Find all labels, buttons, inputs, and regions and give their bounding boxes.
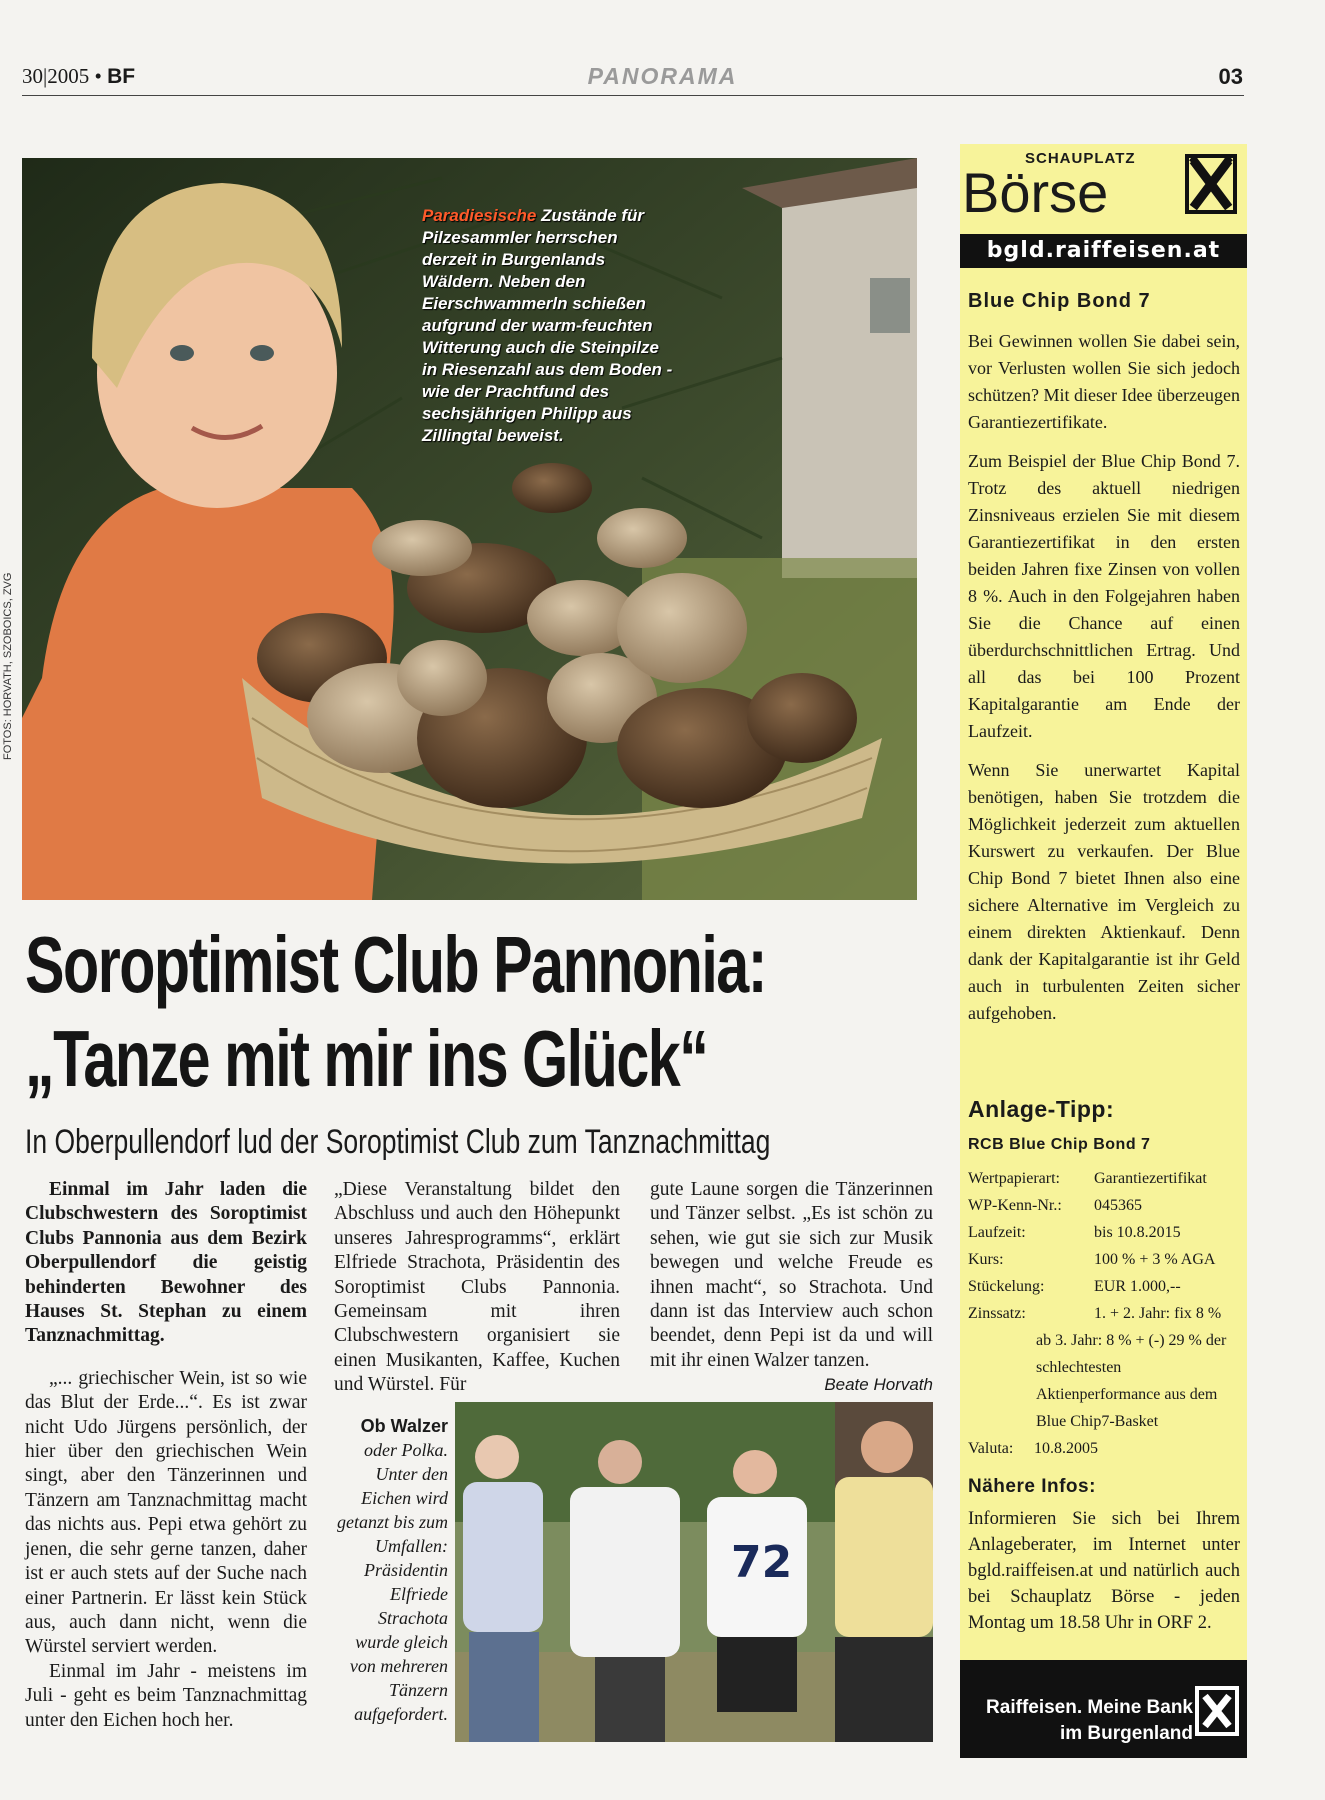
bond-facts <box>968 1165 1244 1462</box>
article-subheadline: In Oberpullendorf lud der Soroptimist Club zum Tanznachmittag <box>25 1123 771 1161</box>
caption-highlight: Paradiesische <box>422 206 537 225</box>
raiffeisen-footer-cross-icon <box>1195 1686 1239 1736</box>
svg-text:72: 72 <box>731 1537 793 1588</box>
headline-line-2: „Tanze mit mir ins Glück“ <box>25 1014 708 1103</box>
bullet: • <box>94 64 102 88</box>
photo-caption-dance <box>330 1414 448 1726</box>
article-paragraph-3: „Diese Veranstaltung bildet den Abschluss und auch den Höhepunkt unseres Jahresprogramms“, erklärt Elfriede Strachota, Präsidentin des Soroptimist Clubs Pannonia. Gemeinsam mit ihren Clubschwestern organisiert sie einen Musikanten, Kaffee, Kuchen und Würstel. Für <box>334 1179 620 1396</box>
caption2-bold: Ob Walzer <box>360 1416 448 1436</box>
anlage-tipp-heading: Anlage-Tipp: <box>968 1096 1115 1122</box>
article-headline <box>25 918 766 1106</box>
bond-para-2: Zum Beispiel der Blue Chip Bond 7. Trotz des aktuell niedrigen Zinsniveaus erzielen Sie mit diesem Garantiezertifikat in den ersten beiden Jahren fixe Zinsen von vollen 8 %. Auch in den Folgejahren haben Sie die Chance auf einen überdurchschnittlichen Ertrag. Und all das bei 100 Prozent Kapitalgarantie am Ende der Laufzeit. <box>968 451 1240 741</box>
raiffeisen-slogan <box>968 1695 1193 1747</box>
fact-row: Wertpapierart: Garantiezertifikat <box>968 1170 1207 1187</box>
header-rule <box>22 95 1244 96</box>
article-column-3 <box>650 1178 933 1398</box>
raiffeisen-url[interactable]: bgld.raiffeisen.at <box>960 234 1247 268</box>
article-column-1 <box>25 1178 307 1733</box>
slogan-line-2: im Burgenland <box>1059 1723 1193 1744</box>
fact-row: Kurs: 100 % + 3 % AGA <box>968 1251 1216 1268</box>
article-paragraph-4: gute Laune sorgen die Tänzerinnen und Tänzer selbst. „Es ist schön zu sehen, wie gut sie sich zur Musik bewegen und welche Freude es ihnen macht“, so Strachota. Und dann ist das Interview auch schon beendet, denn Pepi ist da und will mit ihr einen Walzer tanzen. <box>650 1179 933 1371</box>
boerse-label: Börse <box>962 161 1109 224</box>
dance-photo <box>455 1402 933 1742</box>
article-byline: Beate Horvath <box>824 1375 933 1395</box>
article-paragraph-1: „... griechischer Wein, ist so wie das Blut der Erde...“. Es ist zwar nicht Udo Jürgens persönlich, der hier über den griechischen Wein singt, aber den Tänzerinnen und Tänzern am Tanznachmittag macht das nichts aus. Pepi etwa gehört zu jenen, die sehr gerne tanzen, daher ist er auch stets auf der Suche nach einer Partnerin. Er lässt kein Stück aus, auch dann nicht, wenn die Würstel serviert werden. <box>25 1367 307 1658</box>
section-title: PANORAMA <box>587 63 738 89</box>
anlage-tipp-sub: RCB Blue Chip Bond 7 <box>968 1136 1151 1153</box>
bond-para-1: Bei Gewinnen wollen Sie dabei sein, vor Verlusten wollen Sie sich jedoch schützen? Mit dieser Idee überzeugen Garantiezertifikate. <box>968 331 1240 432</box>
caption-text: Zustände für Pilzesammler herrschen derzeit in Burgenlands Wäldern. Neben den Eierschwammerln schießen aufgrund der warm-feuchten Witterung auch die Steinpilze in Riesenzahl aus dem Boden - wie der Prachtfund des sechsjährigen Philipp aus Zillingtal beweist. <box>422 206 673 445</box>
photo-caption-mushrooms <box>422 205 677 447</box>
slogan-line-1: Raiffeisen. Meine Bank <box>986 1697 1193 1718</box>
fact-row: Zinssatz: 1. + 2. Jahr: fix 8 % <box>968 1305 1222 1322</box>
headline-line-1: Soroptimist Club Pannonia: <box>25 920 766 1009</box>
dance-photo-illustration <box>455 1402 933 1742</box>
article-column-2 <box>334 1178 620 1398</box>
article-paragraph-2: Einmal im Jahr - meistens im Juli - geht es beim Tanznachmittag unter den Eichen hoch her. <box>25 1660 307 1731</box>
zinssatz-extra: ab 3. Jahr: 8 % + (-) 29 % der schlechtesten Aktienperformance aus dem Blue Chip7-Basket <box>1036 1332 1227 1430</box>
bond-description <box>968 328 1240 1039</box>
caption2-text: oder Polka. Unter den Eichen wird getanzt bis zum Umfallen: Präsidentin Elfriede Strachota wurde gleich von mehreren Tänzern aufgefordert. <box>336 1440 448 1724</box>
paper-name: BF <box>107 65 136 88</box>
article-lead: Einmal im Jahr laden die Clubschwestern des Soroptimist Clubs Pannonia aus dem Bezirk Oberpullendorf die geistig behinderten Bewohner des Hauses St. Stephan zu einem Tanznachmittag. <box>25 1179 307 1347</box>
issue-number: 30|2005 <box>22 64 90 88</box>
photo-credit: FOTOS: HORVATH, SZOBOICS, ZVG <box>2 572 14 760</box>
fact-row: Stückelung: EUR 1.000,-- <box>968 1278 1181 1295</box>
page-number: 03 <box>1218 64 1243 89</box>
infos-heading: Nähere Infos: <box>968 1476 1096 1497</box>
fact-row-valuta: Valuta: 10.8.2005 <box>968 1440 1098 1457</box>
bond-title: Blue Chip Bond 7 <box>968 290 1151 312</box>
bond-para-3: Wenn Sie unerwartet Kapital benötigen, haben Sie trotzdem die Möglichkeit jederzeit zum aktuellen Kurswert zu verkaufen. Der Blue Chip Bond 7 bietet Ihnen also eine sichere Alternative im Vergleich zu einem direkten Aktienkauf. Denn dank der Kapitalgarantie ist ihr Geld auch in turbulenten Zeiten sicher aufgehoben. <box>968 760 1240 1023</box>
schauplatz-label: SCHAUPLATZ <box>1025 150 1136 167</box>
fact-row: WP-Kenn-Nr.: 045365 <box>968 1197 1142 1214</box>
fact-row: Laufzeit: bis 10.8.2015 <box>968 1224 1181 1241</box>
infos-text: Informieren Sie sich bei Ihrem Anlageberater, im Internet unter bgld.raiffeisen.at und natürlich auch bei Schauplatz Börse - jeden Montag um 18.58 Uhr in ORF 2. <box>968 1509 1240 1633</box>
